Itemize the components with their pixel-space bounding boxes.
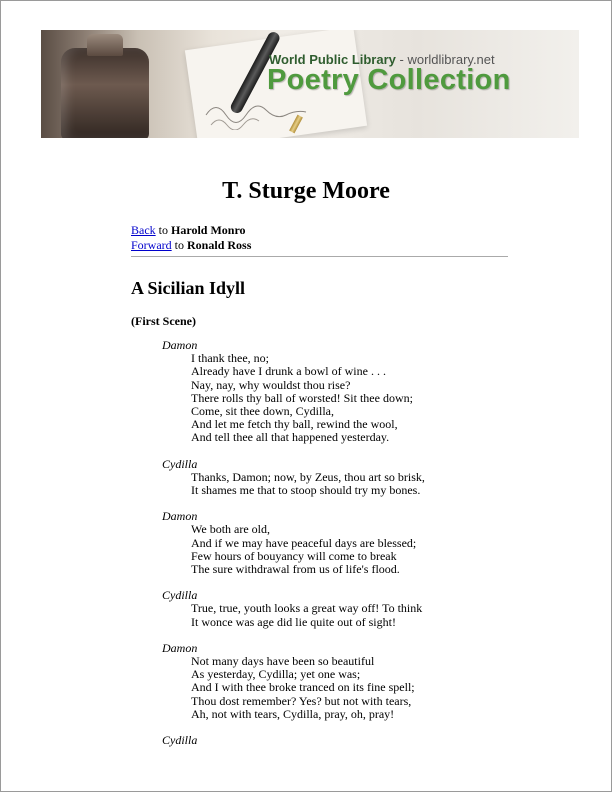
page-title: T. Sturge Moore xyxy=(222,178,390,204)
inkwell-image xyxy=(61,48,149,138)
back-link[interactable]: Back xyxy=(131,223,156,237)
collection-title: Poetry Collection xyxy=(267,64,511,96)
poem-line: And I with thee broke tranced on its fine spell; xyxy=(191,680,415,695)
poem-line: True, true, youth looks a great way off! To think xyxy=(191,601,423,616)
poem-line: As yesterday, Cydilla; yet one was; xyxy=(191,667,361,682)
back-author: Harold Monro xyxy=(171,223,246,237)
speaker-name: Damon xyxy=(162,640,198,655)
poem-line: Ah, not with tears, Cydilla, pray, oh, pray! xyxy=(191,706,395,721)
poem-line: It wonce was age did lie quite out of sight! xyxy=(191,614,396,629)
site-separator: - xyxy=(395,52,408,67)
speaker-name: Cydilla xyxy=(162,588,198,603)
back-to-text: to xyxy=(155,223,171,237)
site-name: World Public Library xyxy=(269,52,396,67)
speaker-name: Cydilla xyxy=(162,733,198,748)
back-nav-row xyxy=(131,223,251,238)
poem-body xyxy=(162,339,425,760)
poem-line: And if we may have peaceful days are blessed; xyxy=(191,535,417,550)
speaker-name: Damon xyxy=(162,338,198,352)
poem-line: Thou dost remember? Yes? but not with tears, xyxy=(191,693,412,708)
forward-author: Ronald Ross xyxy=(187,238,252,252)
speaker-name: Damon xyxy=(162,509,198,524)
site-banner xyxy=(41,30,579,138)
forward-to-text: to xyxy=(171,238,188,252)
forward-nav-row xyxy=(131,238,251,253)
scene-heading: (First Scene) xyxy=(131,314,196,328)
inkwell-neck-image xyxy=(87,34,123,56)
speaker-name: Cydilla xyxy=(162,456,198,471)
poem-line: The sure withdrawal from us of life's flood. xyxy=(191,562,400,577)
divider xyxy=(131,256,508,257)
poem-stanza xyxy=(162,734,425,747)
navigation-links xyxy=(131,223,251,253)
poem-line: And let me fetch thy ball, rewind the wool, xyxy=(191,417,398,432)
poem-stanza xyxy=(162,642,425,721)
poem-line: We both are old, xyxy=(191,522,271,537)
poem-stanza xyxy=(162,589,425,629)
poem-line: Thanks, Damon; now, by Zeus, thou art so brisk, xyxy=(191,469,425,484)
poem-line: Come, sit thee down, Cydilla, xyxy=(191,404,334,419)
poem-line: Not many days have been so beautiful xyxy=(191,654,375,669)
poem-line: Already have I drunk a bowl of wine . . . xyxy=(191,364,386,379)
poem-stanza xyxy=(162,339,425,445)
poem-line: I thank thee, no; xyxy=(191,351,269,366)
poem-stanza xyxy=(162,510,425,576)
poem-line: Nay, nay, why wouldst thou rise? xyxy=(191,377,351,392)
poem-line: And tell thee all that happened yesterday. xyxy=(191,430,390,445)
poem-stanza xyxy=(162,458,425,498)
poem-line: Few hours of bouyancy will come to break xyxy=(191,548,397,563)
forward-link[interactable]: Forward xyxy=(131,238,172,252)
poem-line: It shames me that to stoop should try my bones. xyxy=(191,483,421,498)
poem-line: There rolls thy ball of worsted! Sit thee down; xyxy=(191,390,413,405)
site-url: worldlibrary.net xyxy=(407,52,495,67)
poem-title: A Sicilian Idyll xyxy=(131,278,246,298)
